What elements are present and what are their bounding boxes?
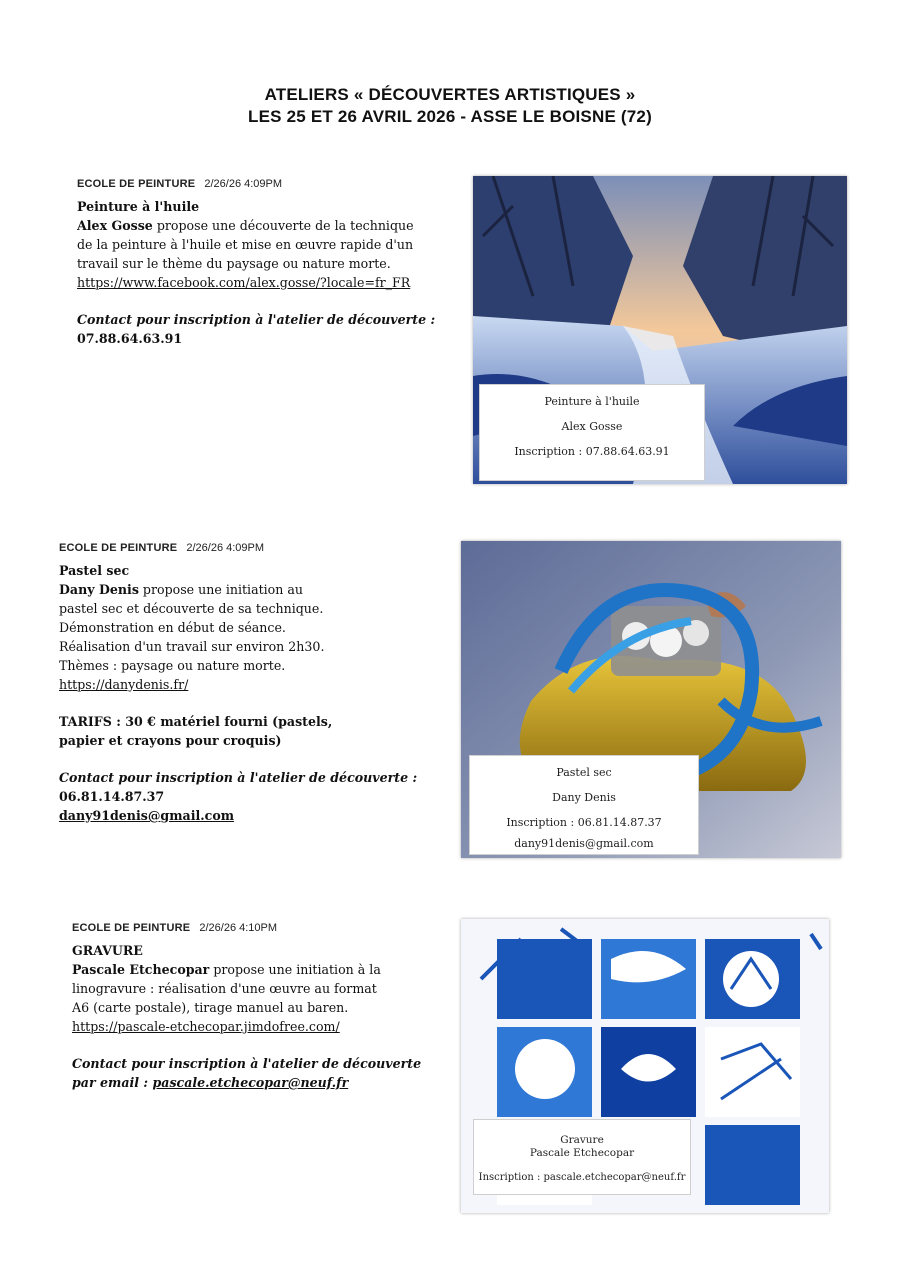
title-line-1: ATELIERS « DÉCOUVERTES ARTISTIQUES » — [264, 85, 636, 104]
description-first: propose une initiation à la — [209, 962, 381, 977]
school-name: ECOLE DE PEINTURE — [72, 922, 191, 934]
description-line: Démonstration en début de séance. — [59, 620, 286, 635]
description-first: propose une initiation au — [138, 582, 303, 597]
workshop-engraving — [72, 921, 442, 1092]
workshop-pastel — [59, 541, 439, 825]
caption-title: Gravure — [560, 1134, 604, 1146]
artist-name: Pascale Etchecopar — [72, 962, 210, 977]
description-line: travail sur le thème du paysage ou nature morte. — [77, 256, 391, 271]
website-link[interactable]: https://pascale-etchecopar.jimdofree.com/ — [72, 1019, 340, 1034]
oil-painting-image — [473, 176, 847, 484]
linocut-image — [461, 919, 829, 1213]
caption-contact: Inscription : pascale.etchecopar@neuf.fr — [478, 1172, 686, 1183]
workshop-oil-painting — [77, 177, 437, 348]
workshop-title: Pastel sec — [59, 563, 130, 578]
image-caption — [479, 384, 705, 481]
post-date: 2/26/26 4:10PM — [199, 922, 278, 934]
contact-label: Contact pour inscription à l'atelier de découverte — [72, 1056, 422, 1071]
school-name: ECOLE DE PEINTURE — [77, 178, 196, 190]
image-caption — [473, 1119, 691, 1195]
post-date: 2/26/26 4:09PM — [204, 178, 283, 190]
caption-artist: Alex Gosse — [561, 420, 623, 433]
contact-label: Contact pour inscription à l'atelier de découverte : — [59, 770, 418, 785]
contact-phone: 07.88.64.63.91 — [77, 331, 183, 346]
artist-name: Alex Gosse — [77, 218, 153, 233]
pastel-image — [461, 541, 841, 858]
description-line: Thèmes : paysage ou nature morte. — [59, 658, 286, 673]
description-line: A6 (carte postale), tirage manuel au baren. — [72, 1000, 349, 1015]
contact-phone: 06.81.14.87.37 — [59, 789, 165, 804]
caption-title: Peinture à l'huile — [544, 395, 640, 408]
description-line: linogravure : réalisation d'une œuvre au format — [72, 981, 377, 996]
artist-name: Dany Denis — [59, 582, 139, 597]
contact-email[interactable]: dany91denis@gmail.com — [59, 808, 235, 823]
contact-email[interactable]: pascale.etchecopar@neuf.fr — [152, 1075, 349, 1090]
school-name: ECOLE DE PEINTURE — [59, 542, 178, 554]
post-date: 2/26/26 4:09PM — [186, 542, 265, 554]
tarifs-line: TARIFS : 30 € matériel fourni (pastels, — [59, 714, 333, 729]
description-line: pastel sec et découverte de sa technique. — [59, 601, 324, 616]
caption-contact: Inscription : 07.88.64.63.91 — [514, 445, 670, 458]
caption-title: Pastel sec — [556, 766, 612, 779]
caption-contact: Inscription : 06.81.14.87.37 — [506, 816, 662, 829]
description-line: Réalisation d'un travail sur environ 2h30. — [59, 639, 325, 654]
caption-email: dany91denis@gmail.com — [514, 837, 654, 850]
caption-artist: Pascale Etchecopar — [529, 1147, 635, 1159]
workshop-title: GRAVURE — [72, 943, 143, 958]
contact-label: Contact pour inscription à l'atelier de découverte : — [77, 312, 436, 327]
image-caption — [469, 755, 699, 855]
contact-prefix: par email : — [72, 1075, 153, 1090]
description-line: de la peinture à l'huile et mise en œuvre rapide d'un — [77, 237, 414, 252]
website-link[interactable]: https://www.facebook.com/alex.gosse/?locale=fr_FR — [77, 275, 411, 290]
page-title — [0, 84, 900, 128]
tarifs-line: papier et crayons pour croquis) — [59, 733, 282, 748]
title-line-2: LES 25 ET 26 AVRIL 2026 - ASSE LE BOISNE (72) — [248, 107, 652, 126]
description-first: propose une découverte de la technique — [152, 218, 414, 233]
workshop-title: Peinture à l'huile — [77, 199, 200, 214]
website-link[interactable]: https://danydenis.fr/ — [59, 677, 189, 692]
caption-artist: Dany Denis — [552, 791, 616, 804]
